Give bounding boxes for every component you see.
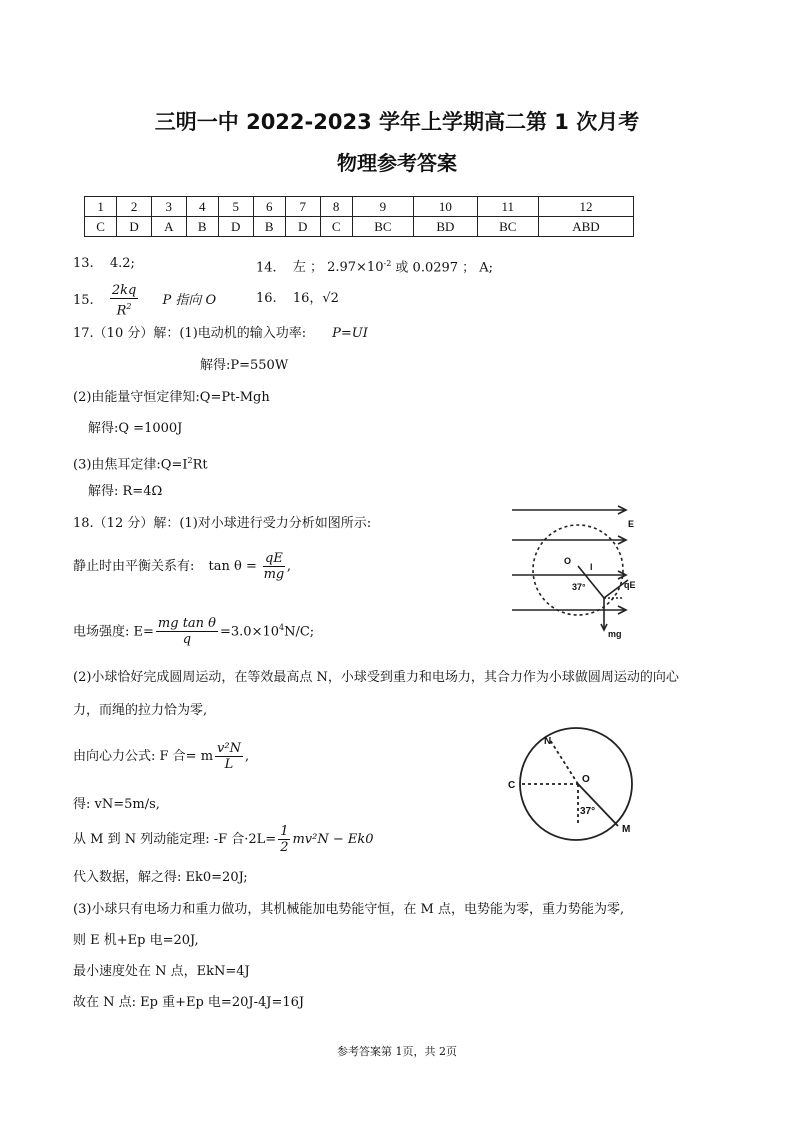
question-number-cell: 1 (85, 197, 117, 217)
answer-cell: A (151, 217, 186, 237)
q16-answer: 16，√2 (292, 291, 339, 306)
question-number-cell: 9 (352, 197, 413, 217)
q17-line-5: (3)由焦耳定律$:Q=I^2Rt$ (73, 456, 208, 473)
q16-number: 16. (256, 291, 277, 306)
figure1-label-O: O (564, 556, 572, 566)
figure2-label-N: N (544, 736, 552, 747)
q18-centripetal-fraction: $\frac{\text{v²N}}{L}$ (217, 741, 241, 772)
answer-cell: BC (352, 217, 413, 237)
q18-line-10: (3)小球只有电场力和重力做功，其机械能加电势能守恒，在 M 点，电势能为零，重力势能为零, (73, 902, 625, 917)
circle-motion-figure (500, 722, 640, 844)
figure2-label-O: O (582, 774, 590, 785)
q18-line-5: 力，而绳的拉力恰为零, (73, 703, 208, 718)
question-number-cell: 12 (538, 197, 633, 217)
question-number-cell: 7 (285, 197, 320, 217)
answer-cell: ABD (538, 217, 633, 237)
q17-line-4: 解得:Q =1000J (88, 421, 183, 436)
question-number-cell: 10 (414, 197, 478, 217)
answer-cell: C (320, 217, 352, 237)
q18-tan-fraction: $\frac{qE}{mg}$ (263, 551, 285, 582)
figure1-label-E: E (628, 519, 635, 529)
question-number-cell: 4 (186, 197, 218, 217)
answer-cell: BC (477, 217, 538, 237)
answer-cell: BD (414, 217, 478, 237)
q14-number: 14. (256, 260, 277, 276)
q18-line-4: (2)小球恰好完成圆周运动，在等效最高点 N，小球受到重力和电场力，其合力作为小球做圆周运动的向心 (73, 670, 679, 685)
question-number-cell: 6 (253, 197, 285, 217)
question-number-cell: 8 (320, 197, 352, 217)
q17-line-1: 17.（10 分）解：(1)电动机的输入功率: P=UI (73, 326, 368, 341)
q13-number: 13. (73, 256, 94, 271)
q17-line-6: 解得: R=4Ω (88, 484, 163, 499)
q15-direction: P 指向 O (162, 293, 217, 309)
q18-line-2: 静止时由平衡关系有: tan θ = $\frac{qE}{mg}$ , (73, 551, 291, 582)
q18-line-6: 由向心力公式: F 合= m $\frac{\text{v²N}}{L}$ , (73, 741, 250, 772)
figure2-label-C: C (508, 780, 516, 791)
answer-cell: C (85, 217, 117, 237)
q15-number: 15. (73, 293, 94, 309)
figure1-label-angle: 37° (572, 582, 586, 592)
q18-line-11: 则 E 机+Ep 电=20J, (73, 933, 199, 948)
answer-cell: D (117, 217, 152, 237)
question-number-cell: 3 (151, 197, 186, 217)
q17-line-3: (2)由能量守恒定律知:Q=Pt-Mgh (73, 390, 270, 405)
q14-exponent: -2 (383, 259, 392, 268)
figure1-label-mg: mg (608, 629, 622, 639)
page-title: 三明一中 2022-2023 学年上学期高二第 1 次月考 (154, 110, 640, 134)
q15-denominator: $R^2$ (116, 302, 132, 319)
q18-field-fraction: $\frac{\text{mg tan θ}}{q}$ (157, 616, 216, 648)
page-subtitle: 物理参考答案 (337, 151, 457, 175)
figure2-label-angle: 37° (580, 806, 596, 817)
q15-fraction (110, 283, 138, 318)
answer-table (84, 196, 634, 237)
figure1-label-l: l (590, 562, 593, 572)
figure2-label-M: M (622, 824, 631, 835)
q14-answer-rest: 或 0.0297 ； A; (391, 260, 494, 276)
q13-line (73, 256, 135, 272)
question-number-cell: 5 (218, 197, 253, 217)
answer-cell: B (253, 217, 285, 237)
force-diagram-figure (506, 500, 646, 640)
q18-line-9: 代入数据，解之得: Ek0=20J; (73, 870, 248, 885)
q14-line (256, 256, 493, 276)
q16-line (256, 291, 339, 307)
answer-table-number-row (85, 197, 634, 217)
q18-line-13: 故在 N 点: Ep 重+Ep 电=20J-4J=16J (73, 995, 305, 1010)
answer-table-answer-row (85, 217, 634, 237)
question-number-cell: 2 (117, 197, 152, 217)
q15-numerator: 2kq (111, 283, 137, 298)
q18-half-fraction: $\frac{1}{2}$ (280, 824, 289, 855)
figure1-label-qE: qE (624, 580, 636, 590)
q15-line (73, 283, 216, 318)
answer-cell: B (186, 217, 218, 237)
q18-line-12: 最小速度处在 N 点，EkN=4J (73, 964, 250, 979)
q13-answer: 4.2; (109, 256, 135, 271)
question-number-cell: 11 (477, 197, 538, 217)
q18-line-3: 电场强度: E= $\frac{\text{mg tan θ}}{q}$ $=3.0\times 10^4N/C$; (73, 616, 315, 648)
page-footer: 参考答案第 1页，共 2页 (337, 1045, 457, 1058)
answer-cell: D (218, 217, 253, 237)
q18-line-7: 得: vN=5m/s, (73, 797, 160, 812)
q18-line-8: 从 M 到 N 列动能定理: -F 合·2L= $\frac{1}{2}$ mv²N − Ek0 (73, 824, 374, 855)
q17-line-2: 解得:P=550W (200, 358, 289, 373)
q14-answer: 左 ； 2.97×10 (292, 260, 384, 276)
answer-cell: D (285, 217, 320, 237)
q18-line-1: 18.（12 分）解：(1)对小球进行受力分析如图所示: (73, 516, 372, 531)
